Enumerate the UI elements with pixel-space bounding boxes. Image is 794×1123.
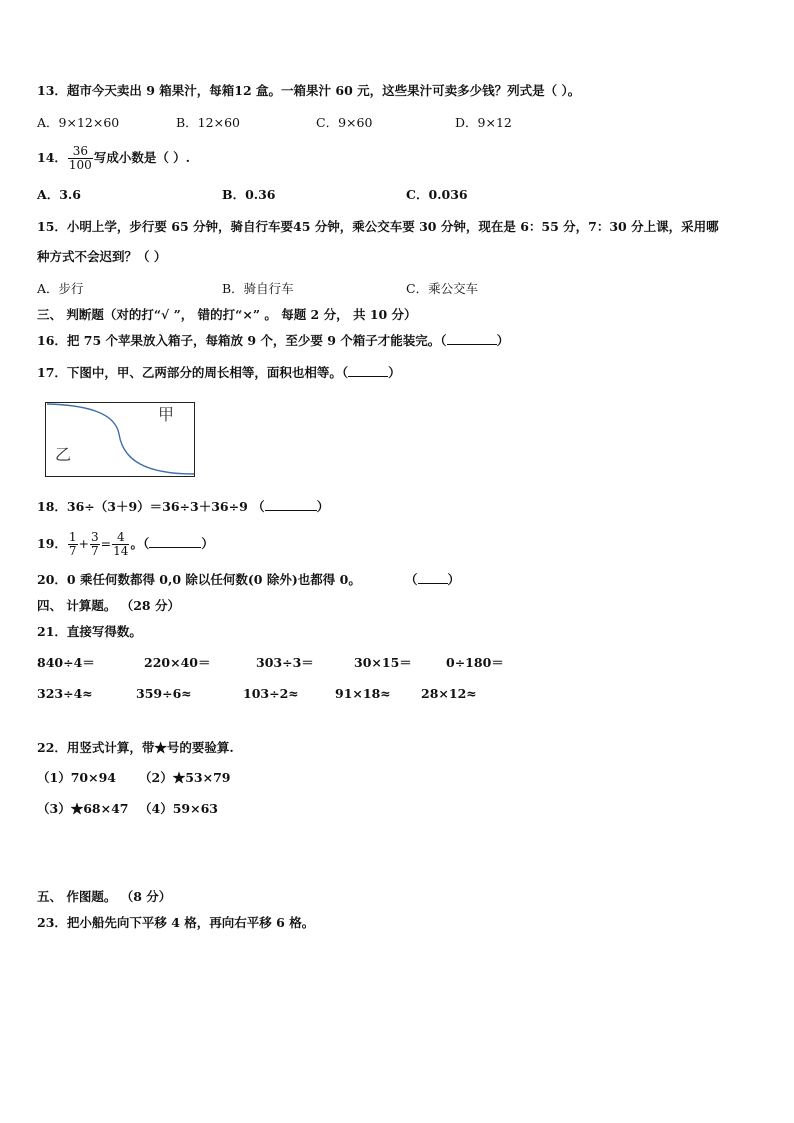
section-4-heading: 四、 计算题。 （28 分） [37, 598, 180, 613]
q19-fraction-c [112, 531, 129, 558]
q19-b-numerator: 3 [91, 530, 99, 544]
q18-answer-blank[interactable] [265, 499, 317, 511]
q14-option-c: C．0.036 [406, 187, 468, 202]
q19-c-denominator: 14 [113, 544, 129, 558]
q15-option-b: B．骑自行车 [222, 281, 294, 296]
q14-text: 写成小数是（ ）. [93, 150, 191, 165]
q22-item-2: （2）★53×79 [139, 770, 231, 785]
q21-title: 21．直接写得数。 [37, 624, 142, 639]
q22-item-3: （3）★68×47 [37, 801, 129, 816]
q19-a-numerator: 1 [68, 530, 77, 544]
q13-option-a: A．9×12×60 [37, 115, 120, 130]
q20-answer-blank[interactable] [418, 572, 448, 584]
q14-option-a: A．3.6 [37, 187, 81, 202]
q19-close-paren: ） [201, 536, 214, 551]
q19-fraction-b [90, 531, 100, 558]
q14-number: 14． [37, 150, 67, 165]
q20-answer: （ ） [405, 572, 461, 587]
q16 [37, 333, 509, 349]
q17 [37, 365, 401, 381]
q19-fraction-a [68, 531, 78, 558]
q20-close-paren: ） [447, 572, 461, 587]
q21-item: 359÷6≈ [136, 686, 192, 701]
q13-option-b: B．12×60 [176, 115, 240, 130]
q15-option-a: A．步行 [37, 281, 84, 296]
q22-item-4: （4）59×63 [139, 801, 218, 816]
q19-equals: = [100, 536, 112, 551]
q21-item: 103÷2≈ [243, 686, 299, 701]
q15-line1: 15．小明上学，步行要 65 分钟，骑自行车要45 分钟，乘公交车要 30 分钟，现在是 6：55 分，7：30 分上课，采用哪 [37, 219, 719, 234]
q15-option-c: C．乘公交车 [406, 281, 479, 296]
q17-figure-svg [45, 402, 195, 477]
q16-text: 16．把 75 个苹果放入箱子，每箱放 9 个，至少要 9 个箱子才能装完。（ [37, 333, 447, 348]
q14-fraction-denominator: 100 [68, 158, 92, 172]
q23-text: 23．把小船先向下平移 4 格，再向右平移 6 格。 [37, 915, 315, 930]
q19-number: 19． [37, 536, 67, 551]
q18 [37, 499, 329, 515]
q17-close-paren: ） [388, 365, 401, 380]
q19-plus: + [78, 536, 90, 551]
figure-label-jia: 甲 [158, 405, 175, 424]
q21-item: 28×12≈ [421, 686, 477, 701]
q19-b-denominator: 7 [91, 544, 99, 558]
q17-answer-blank[interactable] [348, 365, 388, 377]
q21-item: 30×15＝ [354, 655, 412, 670]
q19-tail: 。（ [130, 536, 150, 551]
q20-text: 20．0 乘任何数都得 0,0 除以任何数(0 除外)也都得 0。 [37, 572, 361, 587]
q21-item: 303÷3＝ [256, 655, 314, 670]
q21-item: 0÷180＝ [446, 655, 504, 670]
q17-text: 17．下图中，甲、乙两部分的周长相等，面积也相等。（ [37, 365, 349, 380]
q14-fraction-numerator: 36 [68, 145, 93, 159]
q22-title: 22．用竖式计算，带★号的要验算. [37, 740, 234, 755]
q18-text: 18．36÷（3＋9）＝36÷3＋36÷9 （ [37, 499, 265, 514]
q21-item: 323÷4≈ [37, 686, 93, 701]
q18-close-paren: ） [316, 499, 330, 514]
q14-fraction [68, 145, 93, 172]
q22-item-1: （1）70×94 [37, 770, 116, 785]
q15-line2: 种方式不会迟到？（ ） [37, 249, 167, 264]
q14-option-b: B．0.36 [222, 187, 276, 202]
section-3-heading: 三、 判断题（对的打“√ ”， 错的打“×” 。 每题 2 分， 共 10 分） [37, 307, 417, 322]
q13-option-c: C．9×60 [316, 115, 373, 130]
q19-c-numerator: 4 [112, 531, 129, 545]
q19 [37, 527, 214, 561]
figure-label-yi: 乙 [55, 445, 72, 464]
q16-close-paren: ） [496, 333, 510, 348]
q21-item: 840÷4＝ [37, 655, 95, 670]
q13-stem: 13．超市今天卖出 9 箱果汁，每箱12 盒。一箱果汁 60 元，这些果汁可卖多少钱？列式是（ ）。 [37, 83, 581, 98]
section-5-heading: 五、 作图题。 （8 分） [37, 889, 172, 904]
q13-option-d: D．9×12 [455, 115, 512, 130]
q21-item: 91×18≈ [335, 686, 391, 701]
q19-answer-blank[interactable] [149, 536, 201, 548]
q14-stem [37, 140, 190, 176]
q19-a-denominator: 7 [68, 544, 77, 558]
q16-answer-blank[interactable] [447, 333, 497, 345]
q17-figure [45, 402, 195, 477]
q21-item: 220×40＝ [144, 655, 211, 670]
